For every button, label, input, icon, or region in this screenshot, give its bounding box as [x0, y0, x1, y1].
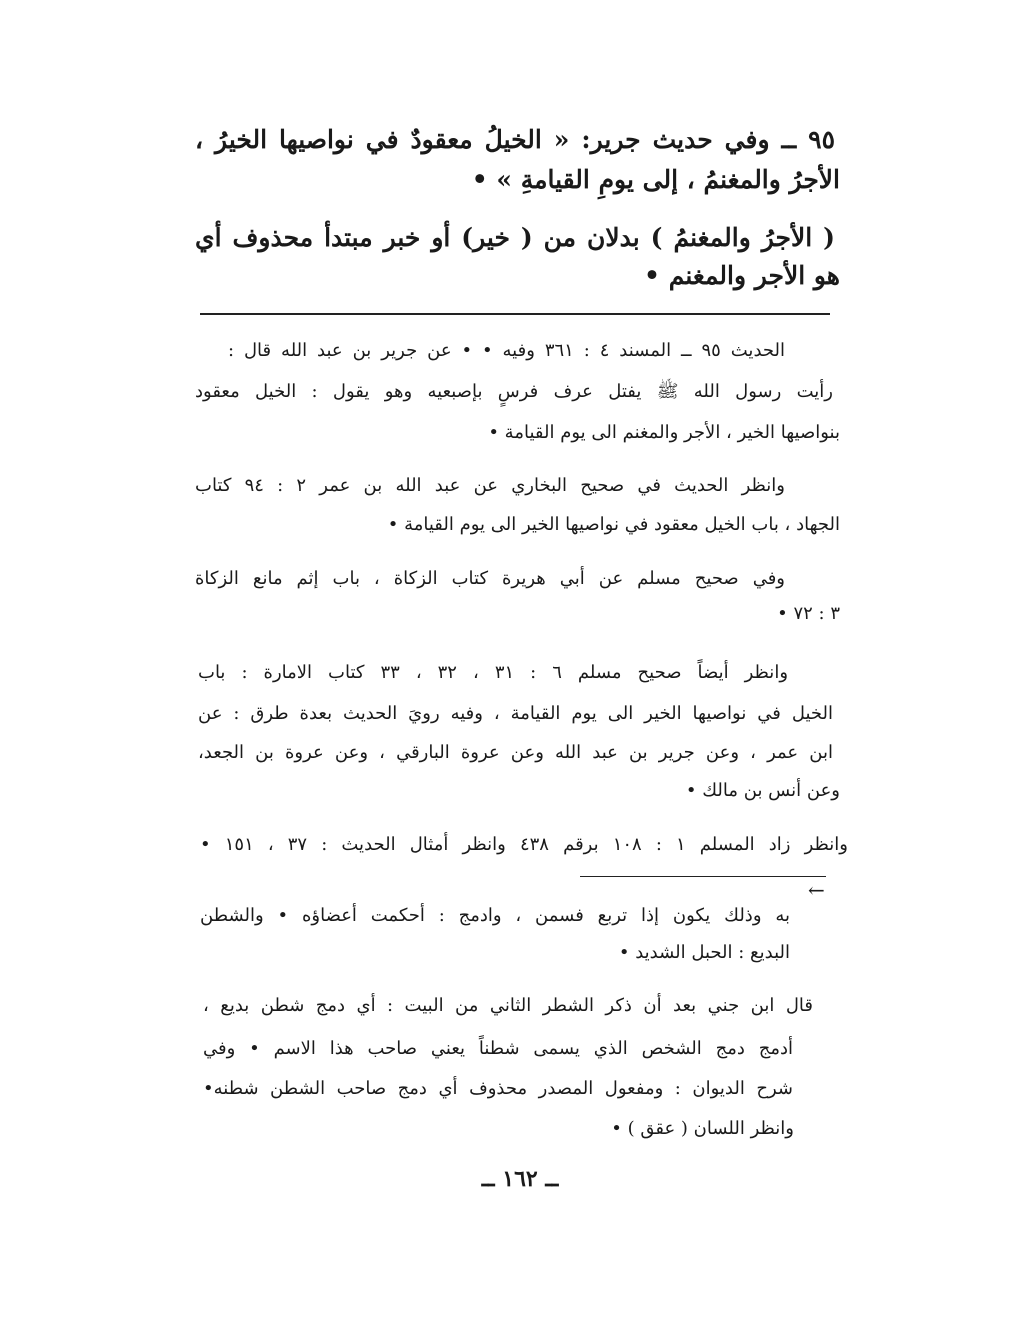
note-line: الجهاد ، باب الخيل معقود في نواصيها الخير الى يوم القيامة • — [387, 514, 840, 535]
note-line: وانظر أيضاً صحيح مسلم ٦ : ٣١ ، ٣٢ ، ٣٣ كتاب الامارة : باب — [198, 662, 789, 683]
note-line: قال ابن جني بعد أن ذكر الشطر الثاني من البيت : أي دمج شطن بديع ، — [203, 995, 813, 1016]
note-line: الحديث ٩٥ ــ المسند ٤ : ٣٦١ وفيه • • عن جرير بن عبد الله قال : — [228, 340, 785, 361]
note-line: الخيل في نواصيها الخير الى يوم القيامة ، وفيه رويَ الحديث بعدة طرق : عن — [198, 703, 833, 724]
note-line: شرح الديوان : ومفعول المصدر محذوف أي دمج صاحب الشطن شطنه• — [203, 1078, 793, 1099]
note-line: ابن عمر ، وعن جرير بن عبد الله وعن عروة البارقي ، وعن عروة بن الجعد، — [198, 742, 833, 763]
note-line: البديع : الحبل الشديد • — [618, 942, 790, 963]
main-line: ٩٥ ــ وفي حديث جرير: « الخيلُ معقودٌ في نواصيها الخيرُ ، — [195, 125, 835, 154]
note-line: أدمج دمج الشخص الذي يسمى شطناً يعني صاحب هذا الاسم • وفي — [203, 1038, 793, 1059]
note-line: وانظر زاد المسلم ١ : ١٠٨ برقم ٤٣٨ وانظر أمثال الحديث : ٣٧ ، ١٥١ • — [200, 834, 848, 855]
note-line: وعن أنس بن مالك • — [685, 780, 840, 801]
note-line: ٣ : ٧٢ • — [777, 603, 840, 624]
note-line: وانظر الحديث في صحيح البخاري عن عبد الله بن عمر ٢ : ٩٤ كتاب — [195, 475, 785, 496]
note-line: وفي صحيح مسلم عن أبي هريرة كتاب الزكاة ، باب إثم مانع الزكاة — [195, 568, 785, 589]
note-line: به وذلك يكون إذا تربع فسمن ، وادمج : أحكمت أعضاؤه • والشطن — [200, 905, 790, 926]
left-arrow-icon: ← — [808, 878, 825, 902]
main-line: الأجرُ والمغنمُ ، إلى يومِ القيامةِ » • — [471, 165, 840, 194]
note-line: بنواصيها الخير ، الأجر والمغنم الى يوم القيامة • — [488, 422, 840, 443]
note-line: رأيت رسول الله ﷺ يفتل عرف فرسٍ بإصبعيه وهو يقول : الخيل معقود — [195, 381, 833, 402]
main-line: ( الأجرُ والمغنمُ ) بدلان من ( خير) أو خبر مبتدأ محذوف أي — [195, 223, 835, 252]
page-number: ــ ١٦٢ ــ — [481, 1166, 559, 1192]
main-line: هو الأجر والمغنم • — [644, 261, 840, 290]
note-line: وانظر اللسان ( عقق ) • — [611, 1118, 794, 1139]
